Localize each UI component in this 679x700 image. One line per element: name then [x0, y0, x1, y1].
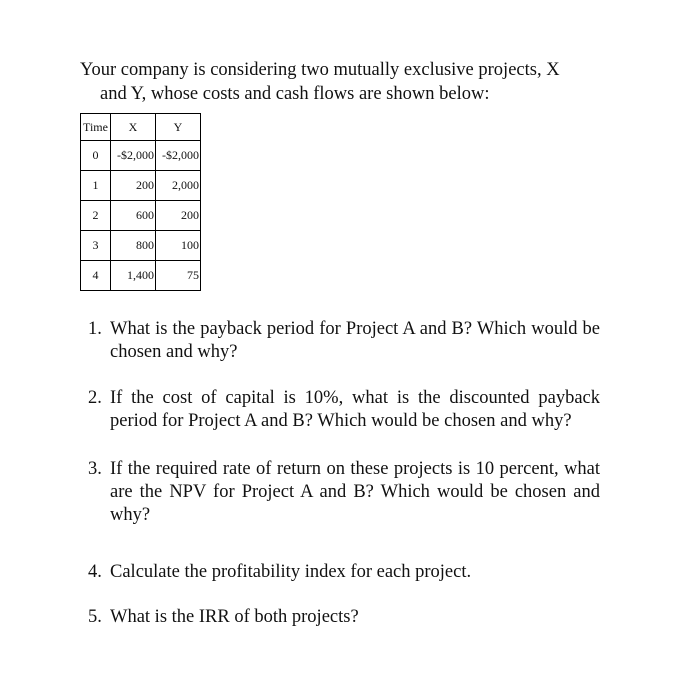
header-time: Time	[81, 114, 111, 141]
cell-y: 200	[156, 201, 201, 231]
question-text: If the required rate of return on these projects is 10 percent, what are the NPV for Project A and B? Which would be chosen and why?	[110, 459, 600, 525]
question-item	[88, 387, 600, 433]
question-number: 2.	[88, 388, 102, 408]
cell-y: -$2,000	[156, 141, 201, 171]
cell-x: -$2,000	[111, 141, 156, 171]
question-item	[88, 458, 600, 527]
cash-flow-table	[80, 113, 201, 291]
cell-time: 4	[81, 261, 111, 291]
cell-y: 2,000	[156, 171, 201, 201]
question-list	[88, 318, 600, 629]
cell-x: 1,400	[111, 261, 156, 291]
table-row	[81, 171, 201, 201]
intro-line-1: Your company is considering two mutually exclusive projects, X	[80, 60, 560, 80]
question-text: Calculate the profitability index for each project.	[110, 562, 472, 582]
cell-time: 1	[81, 171, 111, 201]
cell-time: 3	[81, 231, 111, 261]
cell-x: 200	[111, 171, 156, 201]
question-text: What is the payback period for Project A and B? Which would be chosen and why?	[110, 319, 600, 362]
cell-y: 75	[156, 261, 201, 291]
question-number: 1.	[88, 319, 102, 339]
question-text: If the cost of capital is 10%, what is the discounted payback period for Project A and B? Which would be chosen and why?	[110, 388, 600, 431]
question-item	[88, 561, 600, 584]
cell-time: 0	[81, 141, 111, 171]
cell-time: 2	[81, 201, 111, 231]
header-project-y: Y	[156, 114, 201, 141]
question-number: 5.	[88, 607, 102, 627]
table-row	[81, 231, 201, 261]
intro-line-2: and Y, whose costs and cash flows are shown below:	[100, 84, 490, 104]
cell-y: 100	[156, 231, 201, 261]
question-text: What is the IRR of both projects?	[110, 607, 359, 627]
table-row	[81, 261, 201, 291]
question-number: 4.	[88, 562, 102, 582]
header-project-x: X	[111, 114, 156, 141]
question-item	[88, 318, 600, 364]
table-header-row	[81, 114, 201, 141]
table-row	[81, 141, 201, 171]
question-item	[88, 606, 600, 629]
question-number: 3.	[88, 459, 102, 479]
intro-paragraph	[80, 58, 610, 106]
cell-x: 600	[111, 201, 156, 231]
table-row	[81, 201, 201, 231]
cell-x: 800	[111, 231, 156, 261]
